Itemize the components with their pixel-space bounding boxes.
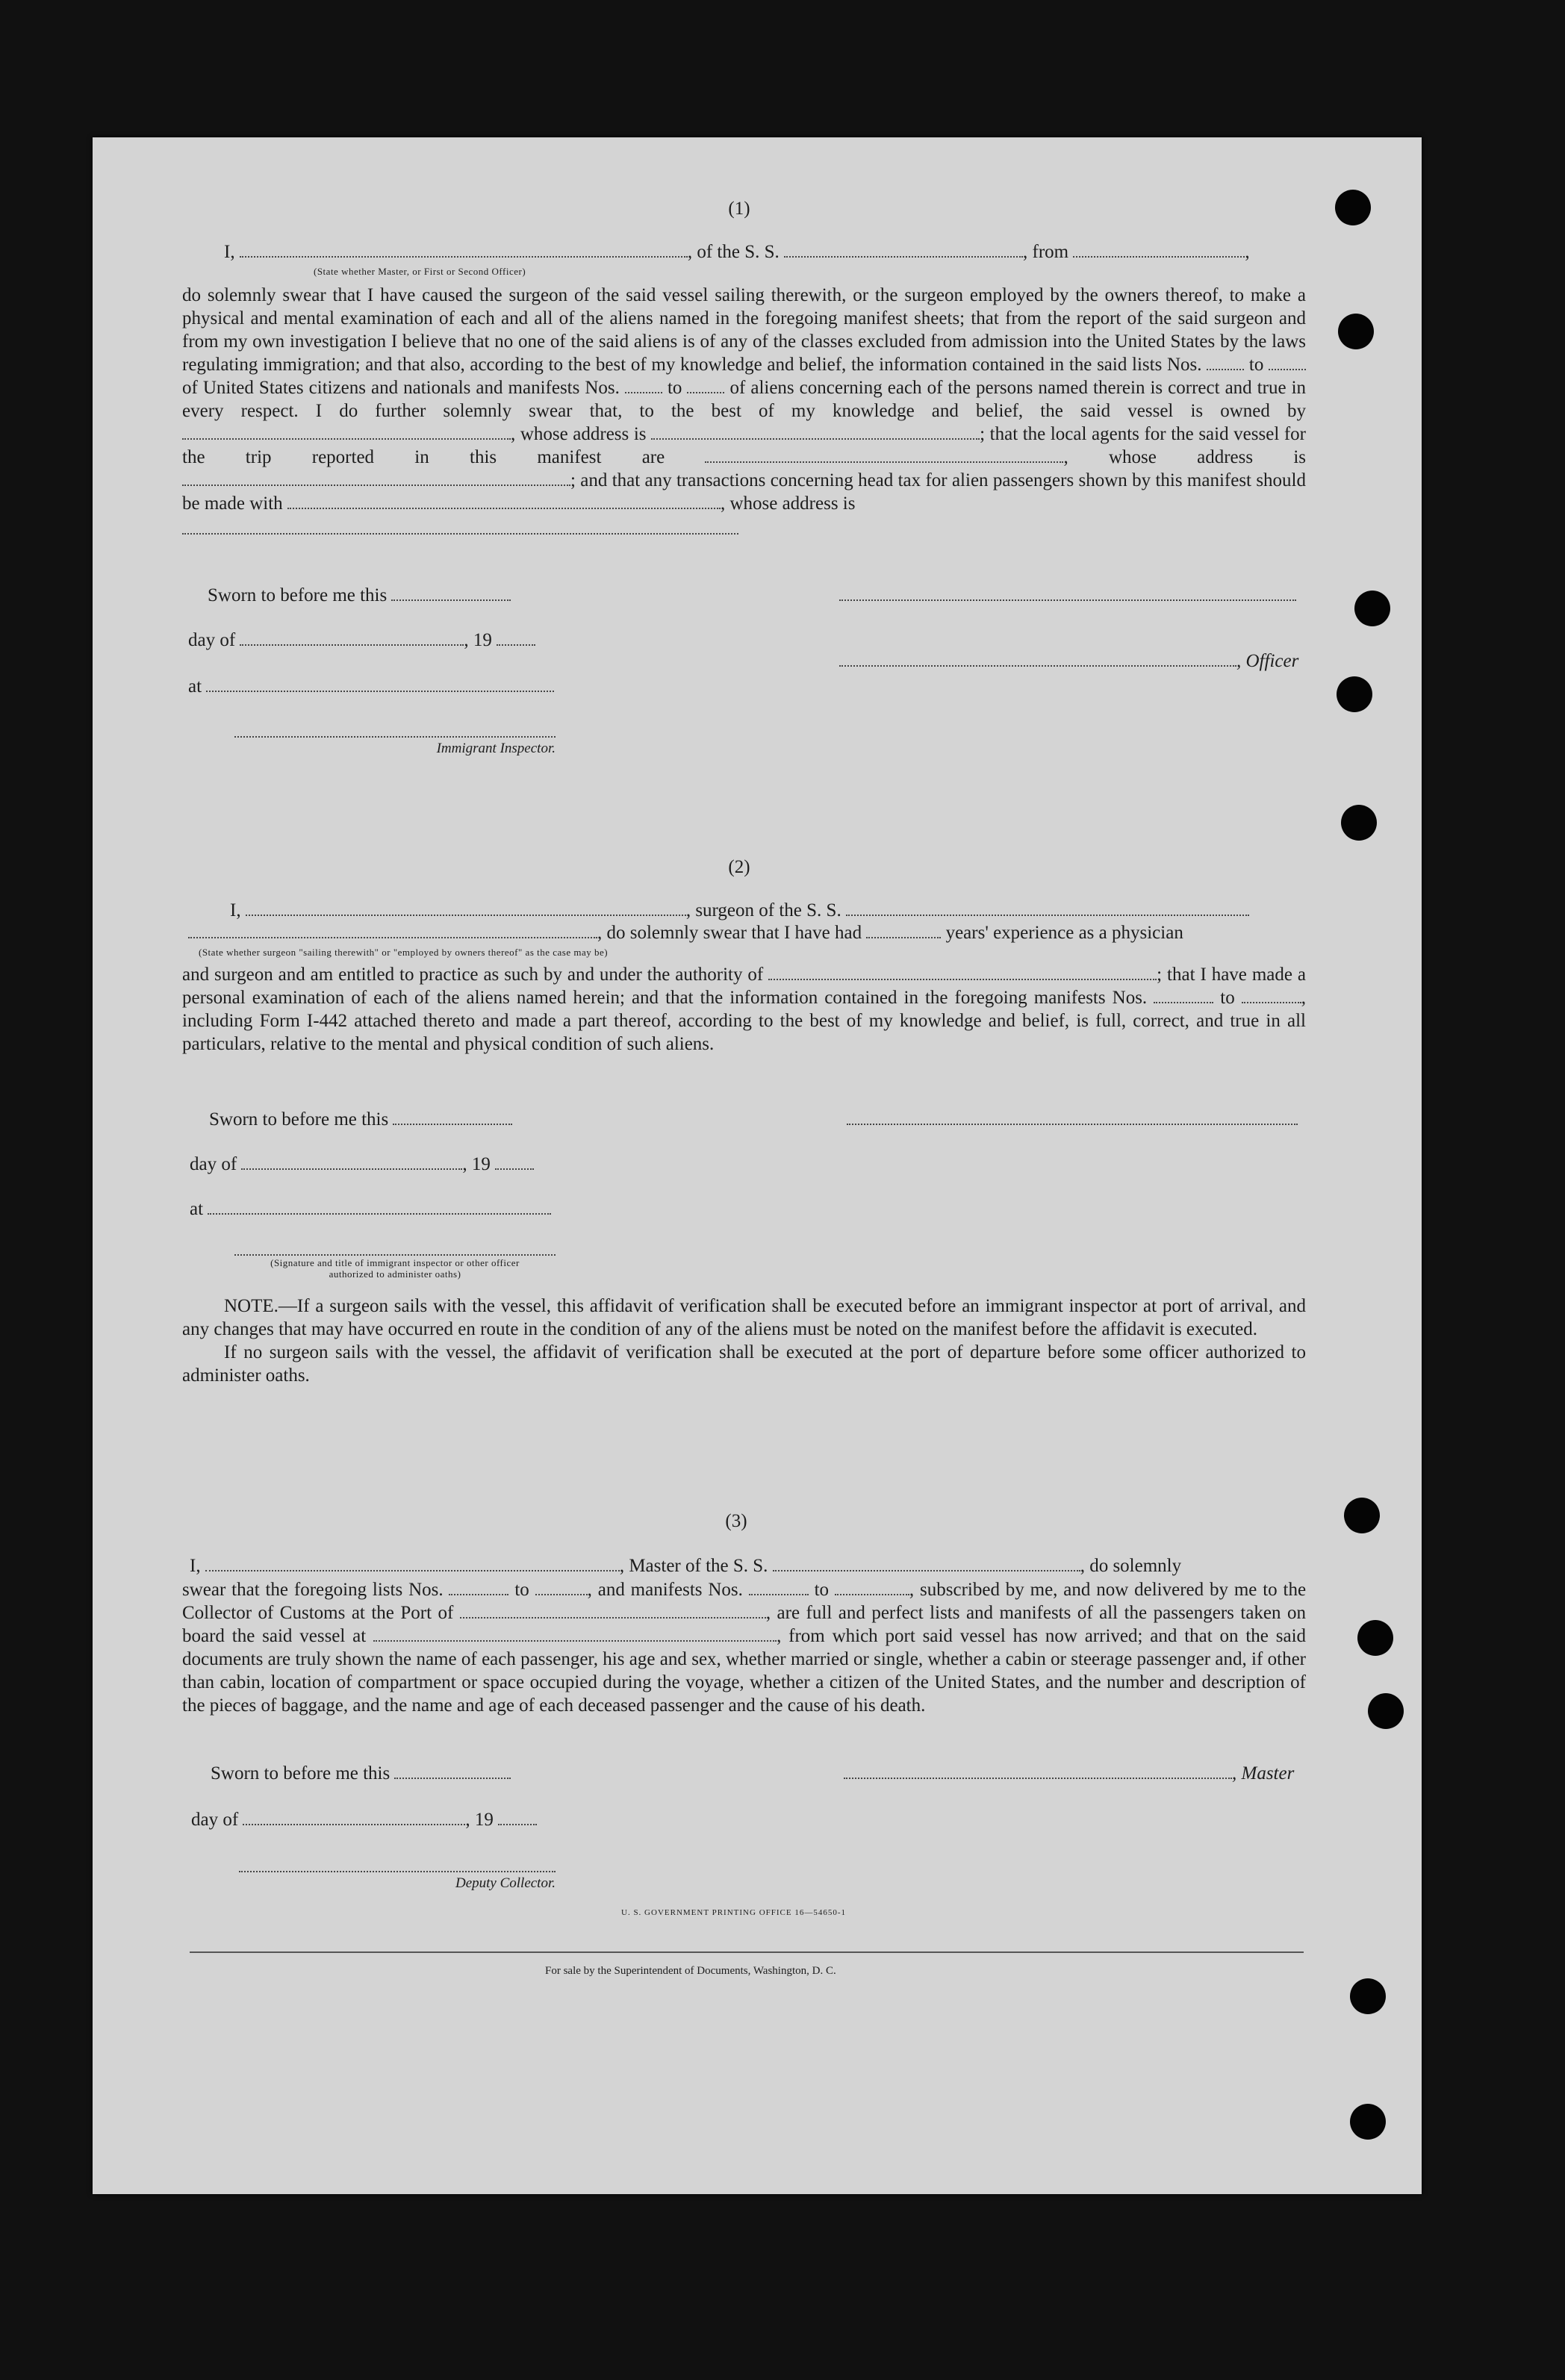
blank-field <box>460 1604 766 1619</box>
punch-hole <box>1341 805 1377 841</box>
text: at <box>190 1199 204 1219</box>
inspector-signature <box>234 736 556 757</box>
text: swear that the foregoing lists Nos. <box>182 1580 444 1600</box>
section-number: (1) <box>728 199 750 219</box>
section3-body <box>182 1578 1306 1717</box>
blank-field <box>205 1557 620 1571</box>
blank-field <box>208 1200 551 1215</box>
blank-field <box>240 631 464 646</box>
printing-office-line: U. S. GOVERNMENT PRINTING OFFICE 16—54650-1 <box>621 1908 847 1917</box>
day-line <box>188 630 535 651</box>
blank-field <box>535 1580 588 1595</box>
text: , Master <box>1232 1763 1295 1784</box>
text: , subscribed by me, and now delivered by me to the Collector of Customs at the Port of <box>182 1580 1307 1623</box>
text: ; and that any transactions concerning head tax for alien passengers shown by this manifest should be made with <box>182 470 1306 514</box>
text: at <box>188 676 202 697</box>
officer-signature <box>234 1254 556 1280</box>
blank-field <box>1242 988 1301 1003</box>
field-caption: (State whether Master, or First or Second Officer) <box>314 266 526 277</box>
blank-field <box>495 1155 534 1170</box>
text: , 19 <box>465 1810 494 1830</box>
text: , do solemnly swear that I have had <box>597 923 862 943</box>
blank-field <box>749 1580 809 1595</box>
sworn-line <box>208 585 511 606</box>
blank-field <box>182 471 570 486</box>
blank-field <box>866 923 941 938</box>
text: to <box>667 378 682 398</box>
punch-hole <box>1338 314 1374 349</box>
blank-field <box>182 425 511 440</box>
text: , 19 <box>464 630 492 650</box>
blank-field <box>182 520 738 535</box>
blank-field <box>394 1764 511 1779</box>
text: of United States citizens and nationals and manifests Nos. <box>182 378 620 398</box>
note-label: NOTE. <box>224 1296 279 1316</box>
punch-hole <box>1344 1498 1380 1533</box>
blank-field <box>498 1810 537 1825</box>
master-line <box>844 1763 1294 1784</box>
footer-rule <box>190 1951 1304 1953</box>
blank-field <box>625 379 662 393</box>
text: I, <box>190 1556 201 1576</box>
text: If no surgeon sails with the vessel, the affidavit of verification shall be executed at the port of departure before some officer authorized to administer oaths. <box>182 1342 1306 1386</box>
blank-field <box>241 1155 462 1170</box>
text: Immigrant Inspector. <box>436 741 556 756</box>
punch-hole <box>1335 190 1371 225</box>
text: and surgeon and am entitled to practice as such by and under the authority of <box>182 965 764 985</box>
section2-second-line <box>188 923 1183 944</box>
field-caption: (State whether surgeon "sailing therewith" or "employed by owners thereof" as the case may be) <box>199 947 609 958</box>
section1-body: do solemnly swear that I have caused the surgeon of the said vessel sailing therewith, or the surgeon employed by the owners thereof, to make a physical and mental examination of each and all of the aliens named in the foregoing manifest sheets; that from the report of the said surgeon and from my own investigation I believe that no one of the said aliens is of any of the classes excluded from admission into the United States by the laws regulating immigration; and that also, according to the best of my knowledge and belief, the information contained in the said lists Nos. to of United States citizens and nationals and manifests Nos. to of aliens concerning each of the persons named therein is correct and true in every respect. I do further solemnly swear that, to the best of my knowledge and belief, the said vessel is owned by , whose address is ; that the local agents for the said vessel for the trip reported in this manifest are , whose address is ; and that any transactions concerning head tax for alien passengers shown by this manifest should be made with , whose address is <box>182 284 1306 538</box>
text: I, <box>230 900 241 920</box>
text: Sworn to before me this <box>211 1763 391 1784</box>
text: , from which port said vessel has now arrived; and that on the said documents are truly shown the name of each passenger, his age and sex, whether married or single, whether a cabin or steerage passenger and, if other than cabin, location of compartment or space occupied during the voyage, whether a citizen of the United States, and the number and description of the pieces of baggage, and the name and age of each deceased passenger and the cause of his death. <box>182 1626 1307 1716</box>
text: Sworn to before me this <box>209 1109 389 1130</box>
blank-field <box>687 379 724 393</box>
section2-note <box>182 1295 1306 1387</box>
text: , including Form I-442 attached thereto and made a part thereof, according to the best of my knowledge and belief, is full, correct, and true in all particulars, relative to the mental and physical condition of such aliens. <box>182 988 1307 1054</box>
text: , are full and perfect lists and manifests of all the passengers taken on board the said vessel at <box>182 1603 1307 1646</box>
blank-field <box>835 1580 909 1595</box>
blank-field <box>373 1627 777 1642</box>
text: years' experience as a physician <box>945 923 1183 943</box>
text: Sworn to before me this <box>208 585 388 605</box>
section-number: (2) <box>728 857 750 877</box>
collector-signature <box>239 1871 556 1892</box>
day-line <box>190 1154 534 1175</box>
text: , from <box>1023 242 1069 262</box>
section2-body: and surgeon and am entitled to practice as such by and under the authority of ; that I have made a personal examination of each of the aliens named herein; and that the information contained in the foregoing manifests Nos. to , including Form I-442 attached thereto and made a part thereof, according to the best of my knowledge and belief, is full, correct, and true in all particulars, relative to the mental and physical condition of such aliens. <box>182 965 1307 1054</box>
blank-field <box>206 677 554 692</box>
blank-field <box>1269 355 1306 370</box>
blank-field <box>497 631 535 646</box>
text: , whose address is <box>720 493 856 514</box>
at-line <box>188 676 554 697</box>
punch-hole <box>1354 591 1390 626</box>
blank-field <box>391 586 511 601</box>
blank-field <box>188 923 597 938</box>
section-number: (3) <box>725 1511 747 1531</box>
day-line <box>191 1810 537 1831</box>
text: Deputy Collector. <box>455 1875 556 1891</box>
sworn-line <box>209 1109 512 1130</box>
text: , of the S. S. <box>687 242 780 262</box>
blank-field <box>773 1557 1080 1571</box>
punch-hole <box>1350 2104 1386 2140</box>
text: , Master of the S. S. <box>619 1556 768 1576</box>
text: day of <box>188 630 236 650</box>
text: whose address is <box>1108 447 1306 467</box>
section2-first-line <box>230 900 1249 921</box>
text: to <box>814 1580 830 1600</box>
blank-field <box>847 1110 1298 1125</box>
text: , do solemnly <box>1080 1556 1182 1576</box>
text: to <box>1220 988 1235 1008</box>
blank-field <box>243 1810 465 1825</box>
blank-field <box>240 243 688 258</box>
blank-field <box>784 243 1023 258</box>
text: that the local agents for the said vessel for the trip reported in this manifest are <box>182 424 1307 467</box>
blank-field <box>839 652 1236 667</box>
text: to <box>514 1580 529 1600</box>
punch-hole <box>1350 1978 1386 2014</box>
blank-field <box>1154 988 1213 1003</box>
text: , whose address is <box>511 424 647 444</box>
text: that I have made a personal examination of each of the aliens named herein; and that the information contained in the foregoing manifests Nos. <box>182 965 1306 1008</box>
text: of aliens concerning each of the persons named therein is correct and true in every respect. I do further solemnly swear that, to the best of my knowledge and belief, the said vessel is owned by <box>182 378 1307 421</box>
text: day of <box>190 1154 237 1174</box>
blank-field <box>839 586 1296 601</box>
signature-line <box>839 585 1296 606</box>
blank-field <box>449 1580 508 1595</box>
blank-field <box>393 1110 512 1125</box>
text: day of <box>191 1810 239 1830</box>
blank-field <box>1073 243 1245 258</box>
text: , Officer <box>1236 651 1299 671</box>
sale-notice: For sale by the Superintendent of Documents, Washington, D. C. <box>545 1965 836 1977</box>
blank-field <box>768 965 1157 980</box>
blank-field <box>246 901 686 916</box>
blank-field <box>651 425 980 440</box>
signature-line <box>847 1109 1298 1130</box>
section1-first-line: I, , of the S. S. , from , <box>224 242 1250 262</box>
at-line <box>190 1199 551 1220</box>
section3-first-line <box>190 1556 1181 1577</box>
punch-hole <box>1337 676 1372 712</box>
punch-hole <box>1368 1693 1404 1729</box>
blank-field <box>844 1764 1232 1779</box>
text: (Signature and title of immigrant inspector or other officer authorized to administer oaths) <box>270 1257 520 1280</box>
text: , 19 <box>462 1154 491 1174</box>
text: I, <box>224 242 235 262</box>
text: , and manifests Nos. <box>587 1580 743 1600</box>
officer-line <box>839 651 1298 672</box>
sworn-line <box>211 1763 511 1784</box>
text: do solemnly swear that I have caused the surgeon of the said vessel sailing therewith, or the surgeon employed by the owners thereof, to make a physical and mental examination of each and all of the aliens named in the foregoing manifest sheets; that from the report of the said surgeon and from my own investigation I believe that no one of the said aliens is of any of the classes excluded from admission into the United States by the laws regulating immigration; and that also, according to the best of my knowledge and belief, the information contained in the said lists Nos. <box>182 285 1306 375</box>
text: —If a surgeon sails with the vessel, this affidavit of verification shall be executed before an immigrant inspector at port of arrival, and any changes that may have occurred en route in the condition of any of the aliens must be noted on the manifest before the affidavit is executed. <box>182 1296 1306 1339</box>
blank-field <box>1207 355 1244 370</box>
text: to <box>1248 355 1264 375</box>
punch-hole <box>1357 1620 1393 1656</box>
text: , surgeon of the S. S. <box>685 900 841 920</box>
blank-field <box>287 494 721 509</box>
document-page <box>93 137 1422 2194</box>
blank-field <box>705 448 1063 463</box>
blank-field <box>846 901 1249 916</box>
